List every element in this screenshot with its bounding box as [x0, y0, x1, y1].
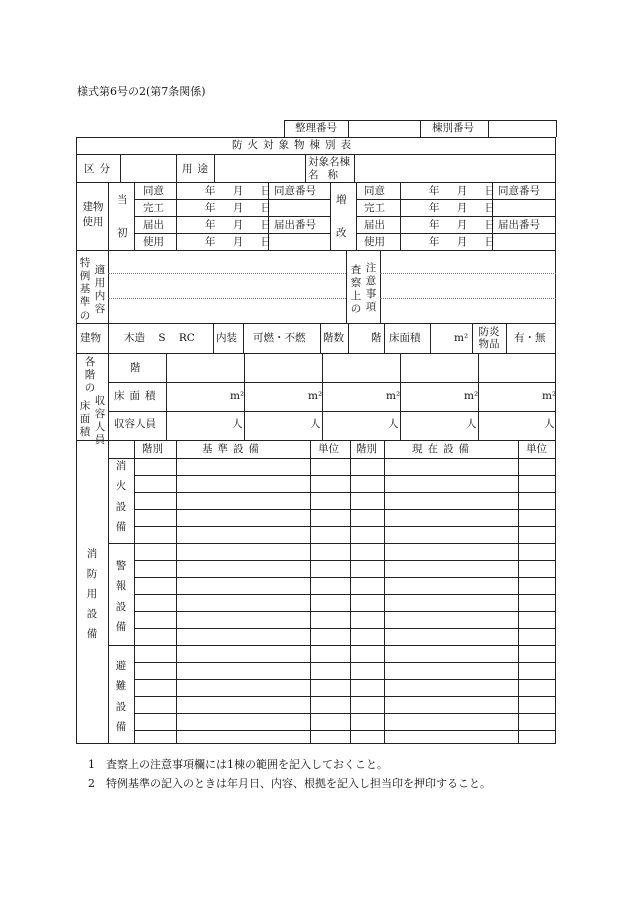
kaibetsu-header: 階別: [142, 443, 163, 455]
tani-header-right: 単位: [526, 443, 547, 455]
grid-line: [134, 628, 556, 629]
use-date: 年 月 日: [205, 185, 272, 197]
grid-line: [348, 120, 349, 137]
floor-m2-3: m²: [386, 390, 401, 402]
use-date-right: 年 月 日: [429, 219, 496, 231]
floor-m2-4: m²: [464, 390, 479, 402]
form-title: 防火対象物棟別表: [232, 139, 356, 151]
grid-line: [108, 250, 109, 323]
kaisu-kai: 階: [371, 332, 382, 344]
grid-line: [134, 560, 556, 561]
boen-umu: 有・無: [514, 332, 546, 344]
grid-line: [134, 475, 556, 476]
grid-line: [384, 440, 385, 744]
grid-line: [320, 323, 321, 353]
tobetsu-bango-label: 棟別番号: [432, 122, 474, 134]
todoke-bango-label-right: 届出番号: [498, 219, 540, 231]
grid-line: [76, 154, 556, 155]
grid-line: [134, 577, 556, 578]
grid-line: [134, 526, 556, 527]
grid-line: [354, 154, 355, 182]
grid-line: [76, 323, 556, 324]
use-item-shiyo: 使用: [143, 236, 164, 248]
use-date: 年 月 日: [205, 236, 272, 248]
floor-m2-2: m²: [308, 390, 323, 402]
grid-line: [284, 120, 285, 137]
shobo-setsubi-label: 消防用設備: [86, 548, 98, 640]
grid-line: [556, 120, 557, 137]
use-date-right: 年 月 日: [429, 202, 496, 214]
grid-line: [134, 509, 556, 510]
floor-nin-2: 人: [310, 418, 321, 430]
use-item-kanko: 完工: [143, 202, 164, 214]
sasatsu-label: 査察上の: [350, 264, 362, 316]
grid-line: [488, 120, 489, 137]
grid-line: [176, 154, 177, 182]
grid-line: [176, 440, 177, 744]
use-date: 年 月 日: [205, 219, 272, 231]
grid-line: [134, 730, 556, 731]
kaibetsu-header-right: 階別: [356, 443, 377, 455]
floor-nin-4: 人: [466, 418, 477, 430]
grid-line: [108, 458, 556, 459]
floor-m2-1: m²: [230, 390, 245, 402]
grid-line: [213, 323, 214, 353]
grid-line: [134, 679, 556, 680]
tekiyo-naiyo-label: 適用内容: [94, 264, 106, 316]
grid-line: [108, 411, 556, 412]
shoka-setsubi-label: 消火設備: [115, 460, 127, 534]
kakai-label: 各階の: [84, 356, 96, 395]
use-date-right: 年 月 日: [429, 185, 496, 197]
grid-line: [108, 440, 109, 744]
grid-line: [134, 611, 556, 612]
use-item-kanko-right: 完工: [364, 202, 385, 214]
shuyo-jinin-vlabel: 収容人員: [94, 395, 106, 447]
grid-line: [346, 250, 347, 323]
taisho-meisho-label-2: 名称: [308, 169, 347, 181]
doui-bango-label: 同意番号: [274, 185, 316, 197]
floor-nin-1: 人: [232, 418, 243, 430]
toushou-label-2: 初: [117, 227, 128, 239]
grid-line: [380, 250, 381, 323]
form-heading: 様式第6号の2(第7条関係): [77, 85, 206, 98]
dotted-line: [108, 298, 346, 299]
grid-line: [134, 696, 556, 697]
grid-line: [472, 323, 473, 353]
grid-line: [108, 543, 556, 544]
yuka-menseki-vlabel: 床面積: [79, 400, 91, 439]
grid-line: [108, 645, 556, 646]
tatemono-label: 建物: [80, 332, 101, 344]
grid-line: [108, 182, 109, 250]
dotted-line: [108, 273, 346, 274]
grid-line: [108, 382, 556, 383]
grid-line: [305, 154, 306, 182]
genzai-setsubi-header: 現在設備: [412, 443, 474, 455]
grid-line: [108, 323, 109, 353]
kubun-label: 区分: [84, 163, 115, 175]
note-2: 2 特例基準の記入のときは年月日、内容、根拠を記入し担当印を押印すること。: [88, 777, 491, 790]
grid-line: [420, 120, 421, 137]
grid-line: [76, 353, 556, 354]
todoke-bango-label: 届出番号: [274, 219, 316, 231]
grid-line: [134, 199, 330, 200]
grid-line: [384, 323, 385, 353]
doui-bango-label-right: 同意番号: [498, 185, 540, 197]
grid-line: [134, 492, 556, 493]
use-item-todoke: 届出: [143, 219, 164, 231]
use-item-doui-right: 同意: [364, 185, 385, 197]
grid-line: [492, 216, 556, 217]
grid-line: [310, 440, 311, 744]
grid-line: [518, 440, 519, 744]
hinan-setsubi-label: 避難設備: [115, 660, 127, 734]
floors-shuyo-label: 収容人員: [114, 418, 156, 430]
floors-yuka-label: 床面積: [114, 390, 161, 402]
grid-line: [356, 216, 492, 217]
use-date-right: 年 月 日: [429, 236, 496, 248]
use-date: 年 月 日: [205, 202, 272, 214]
grid-line: [330, 182, 331, 250]
floor-nin-3: 人: [388, 418, 399, 430]
kijun-setsubi-header: 基準設備: [202, 443, 264, 455]
boen-buppin-label: 防炎物品: [478, 326, 500, 351]
menseki-unit: m²: [454, 332, 469, 344]
naisou-value: 可燃・不燃: [253, 332, 306, 344]
kaisu-label: 階数: [323, 332, 344, 344]
zoukai-label-1: 増: [336, 194, 347, 206]
seiri-bango-label: 整理番号: [295, 122, 337, 134]
grid-line: [134, 662, 556, 663]
floor-nin-5: 人: [544, 418, 555, 430]
yuka-menseki-label: 床面積: [389, 332, 421, 344]
toushou-label-1: 当: [117, 194, 128, 206]
zoukai-label-2: 改: [336, 227, 347, 239]
grid-line: [430, 323, 431, 353]
grid-line: [356, 233, 556, 234]
grid-line: [243, 323, 244, 353]
youto-label: 用途: [182, 163, 213, 175]
grid-line: [134, 594, 556, 595]
grid-line: [120, 154, 121, 182]
floor-m2-5: m²: [542, 390, 557, 402]
grid-line: [506, 323, 507, 353]
dotted-line: [380, 273, 556, 274]
grid-line: [356, 199, 556, 200]
note-1: 1 査察上の注意事項欄には1棟の範囲を記入しておくこと。: [88, 758, 388, 771]
use-item-doui: 同意: [143, 185, 164, 197]
grid-line: [134, 440, 135, 744]
use-item-shiyo-right: 使用: [364, 236, 385, 248]
grid-line: [268, 216, 330, 217]
grid-line: [76, 182, 556, 183]
grid-line: [348, 323, 349, 353]
tatemono-shiyo-label: 建物使用: [82, 201, 104, 228]
grid-line: [76, 250, 556, 251]
grid-line: [134, 216, 268, 217]
dotted-line: [380, 298, 556, 299]
grid-line: [134, 233, 330, 234]
grid-line: [350, 440, 351, 744]
naisou-label: 内装: [216, 332, 237, 344]
grid-line: [214, 154, 215, 182]
chui-jiko-label: 注意事項: [365, 262, 377, 314]
grid-line: [108, 353, 109, 440]
use-item-todoke-right: 届出: [364, 219, 385, 231]
kozo-kinds: 木造 S RC: [124, 332, 195, 344]
tokurei-kijun-label: 特例基準の: [79, 257, 91, 322]
grid-line: [134, 713, 556, 714]
grid-line: [166, 353, 167, 440]
taisho-meisho-label-1: 対象名棟: [308, 156, 350, 168]
grid-line: [76, 440, 556, 441]
tani-header: 単位: [318, 443, 339, 455]
floors-kai-label: 階: [130, 362, 141, 374]
keiho-setsubi-label: 警報設備: [115, 560, 127, 634]
